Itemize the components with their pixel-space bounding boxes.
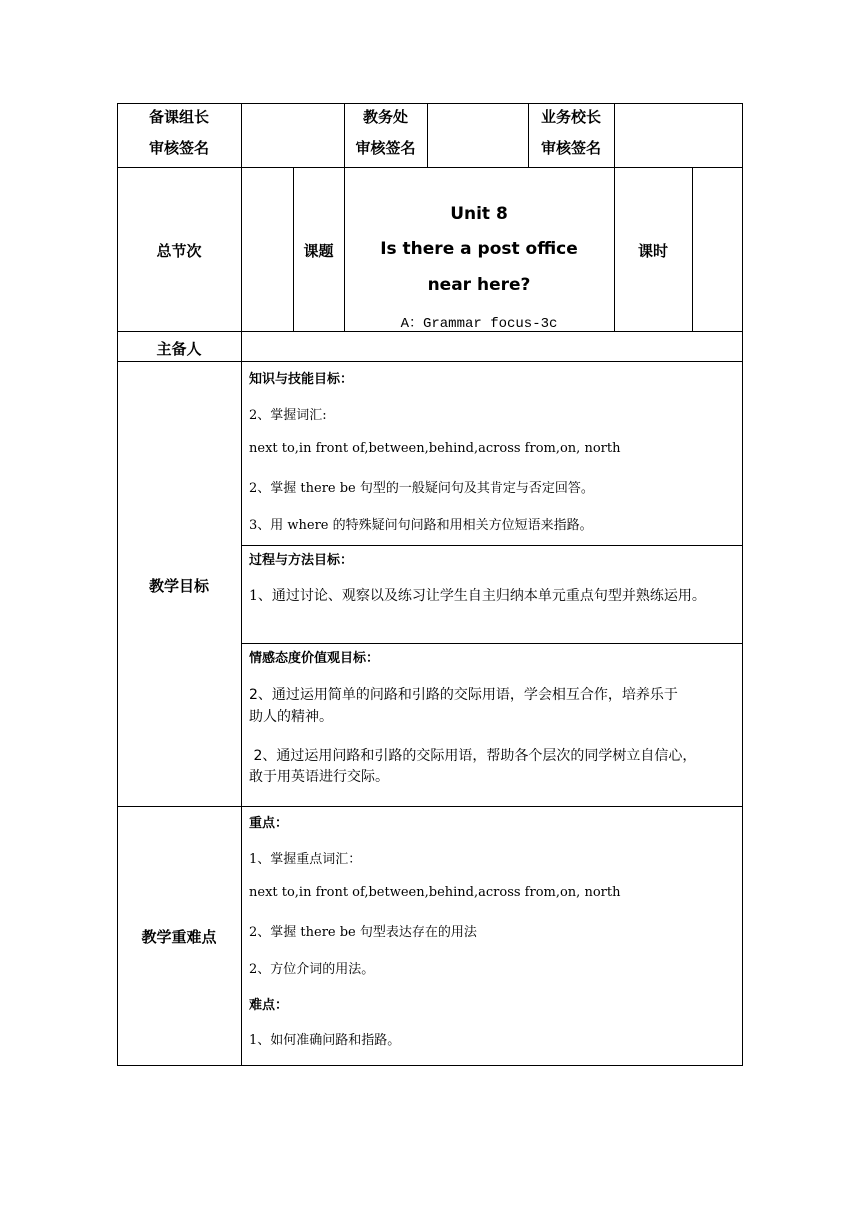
knowledge-skills-heading: 知识与技能目标： <box>249 372 354 387</box>
goal-line: 1、通过讨论、观察以及练习让学生自主归纳本单元重点句型并熟练运用。 <box>249 588 706 604</box>
col-divider <box>241 103 242 1066</box>
row-divider <box>117 806 743 807</box>
goal-line: 2、通过运用问路和引路的交际用语，帮助各个层次的同学树立自信心， <box>249 748 697 764</box>
topic-label: 课题 <box>303 242 334 260</box>
goal-line: 敢于用英语进行交际。 <box>249 769 389 785</box>
key-line: 1、掌握重点词汇： <box>249 852 362 867</box>
goal-line: 2、掌握词汇: <box>249 408 327 423</box>
teaching-goals-label: 教学目标 <box>148 577 209 595</box>
row-divider <box>117 361 743 362</box>
col-divider <box>427 103 428 167</box>
principal-label: 业务校长 <box>540 108 601 126</box>
row-divider <box>241 643 743 644</box>
col-divider <box>614 103 615 167</box>
unit-title: Unit 8 <box>450 204 508 224</box>
difficult-line: 1、如何准确问路和指路。 <box>249 1033 401 1048</box>
review-sign-label: 审核签名 <box>540 139 601 157</box>
preparer-label: 主备人 <box>156 340 202 358</box>
goal-line: 2、通过运用简单的问路和引路的交际用语，学会相互合作，培养乐于 <box>249 687 678 703</box>
col-divider <box>692 167 693 331</box>
row-divider <box>117 167 743 168</box>
key-line: next to,in front of,between,behind,across from,on, north <box>249 885 621 900</box>
unit-title: Is there a post office <box>380 239 578 259</box>
process-method-heading: 过程与方法目标： <box>249 553 354 568</box>
key-difficult-points-label: 教学重难点 <box>141 928 217 946</box>
goal-line: next to,in front of,between,behind,across from,on, north <box>249 441 621 456</box>
difficult-points-heading: 难点： <box>249 998 289 1013</box>
goal-line: 3、用 where 的特殊疑问句问路和用相关方位短语来指路。 <box>249 518 593 533</box>
review-sign-label: 审核签名 <box>355 139 416 157</box>
unit-title: near here? <box>427 275 531 295</box>
academic-office-label: 教务处 <box>362 108 408 126</box>
row-divider <box>241 545 743 546</box>
class-hours-label: 课时 <box>637 242 668 260</box>
review-sign-label: 审核签名 <box>148 139 209 157</box>
goal-line: 2、掌握 there be 句型的一般疑问句及其肯定与否定回答。 <box>249 481 594 496</box>
key-points-heading: 重点： <box>249 816 289 831</box>
key-line: 2、掌握 there be 句型表达存在的用法 <box>249 925 477 940</box>
key-line: 2、方位介词的用法。 <box>249 962 375 977</box>
lesson-subtitle: A：Grammar focus-3c <box>400 316 558 332</box>
goal-line: 助人的精神。 <box>249 709 333 725</box>
attitude-values-heading: 情感态度价值观目标： <box>249 651 380 666</box>
group-leader-label: 备课组长 <box>148 108 209 126</box>
total-sessions-label: 总节次 <box>156 242 202 260</box>
